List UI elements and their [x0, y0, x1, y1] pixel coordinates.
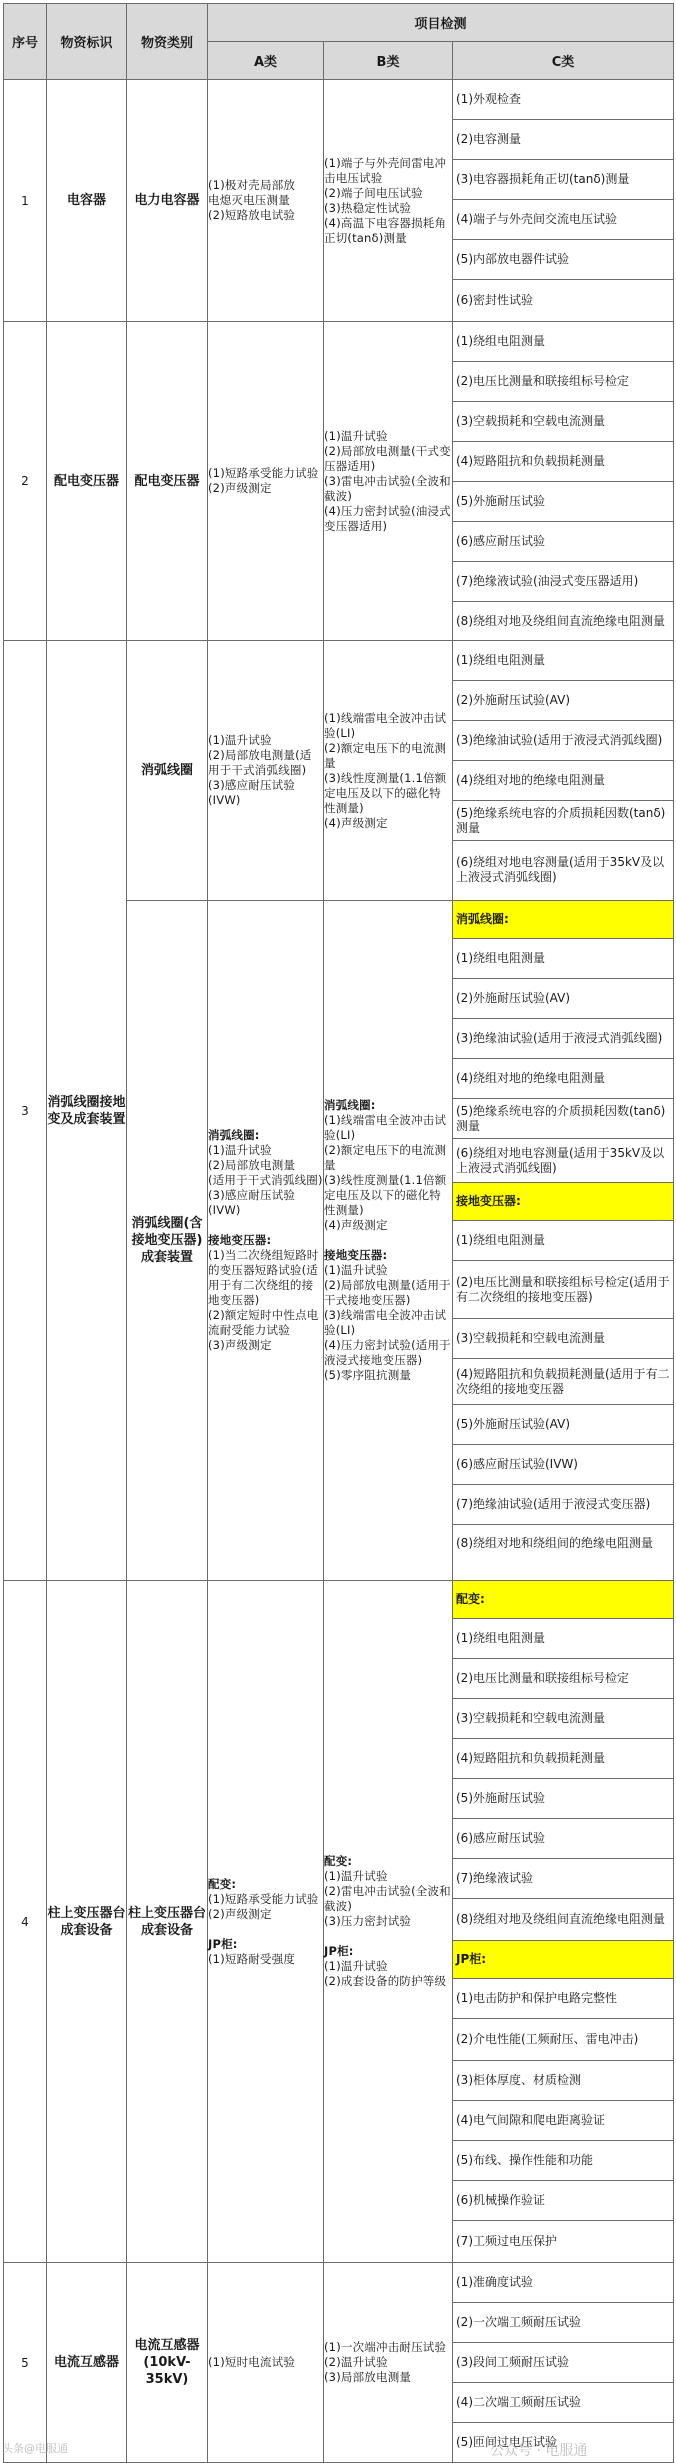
row-a-items: (1)温升试验 (2)局部放电测量(适用于干式消弧线圈) (3)感应耐压试验(IVW): [208, 641, 324, 901]
c-item: (1)绕组电阻测量: [453, 1221, 673, 1261]
row-category: 电力电容器: [127, 80, 208, 322]
section-head: JP柜:: [208, 1936, 238, 1951]
row-category: 柱上变压器台成套设备: [127, 1581, 208, 2263]
c-item: (2)外施耐压试验(AV): [453, 681, 673, 721]
c-item: (4)短路阻抗和负载损耗测量(适用于有二次绕组的接地变压器: [453, 1359, 673, 1405]
c-item: (8)绕组对地和绕组间的绝缘电阻测量: [456, 1535, 653, 1550]
row-c-items: [453, 901, 674, 1581]
c-item: (1)绕组电阻测量: [453, 939, 673, 979]
c-item: (5)外施耐压试验: [453, 1779, 673, 1819]
c-item: (2)一次端工频耐压试验: [453, 2303, 673, 2343]
c-item: (1)绕组电阻测量: [453, 1619, 673, 1659]
section-body: (1)短路耐受强度: [208, 1951, 296, 1966]
watermark-right: 公众号 · 电服通: [490, 2443, 588, 2459]
header-material-id: 物资标识: [47, 4, 127, 80]
row-seq: 2: [4, 322, 47, 641]
row-material-id: 电容器: [47, 80, 127, 322]
table-row: [4, 2263, 674, 2463]
c-section-head: 配变:: [453, 1581, 673, 1619]
header-c-class: C类: [453, 42, 674, 80]
table-row: [4, 80, 674, 322]
c-item: (1)外观检查: [453, 80, 673, 120]
section-body: (1)温升试验 (2)成套设备的防护等级: [324, 1959, 447, 1988]
c-item: (8)绕组对地及绕组间直流绝缘电阻测量: [453, 1899, 673, 1941]
row-a-items: [208, 901, 324, 1581]
section-body: (1)温升试验 (2)雷电冲击试验(全波和截波) (3)压力密封试验: [324, 1869, 451, 1928]
c-item: (7)绝缘液试验(油浸式变压器适用): [453, 562, 673, 602]
c-item: (2)外施耐压试验(AV): [453, 979, 673, 1019]
section-head: 接地变压器:: [324, 1248, 388, 1262]
section-body: (1)短路承受能力试验 (2)声级测定: [208, 1891, 319, 1921]
row-c-items: [453, 641, 674, 901]
section-body: (1)线端雷电全波冲击试验(LI) (2)额定电压下的电流测量 (3)线性度测量(1.1倍额定电压及以下的磁化特性测量) (4)声级测定: [324, 1113, 447, 1232]
c-item: (2)电压比测量和联接组标号检定(适用于有二次绕组的接地变压器): [453, 1261, 673, 1319]
row-a-items: (1)极对壳局部放 电熄灭电压测量 (2)短路放电试验: [208, 80, 324, 322]
row-c-items: [453, 322, 674, 641]
c-item: (1)绕组电阻测量: [453, 641, 673, 681]
row-seq: 5: [4, 2263, 47, 2463]
row-b-items: (1)一次端冲击耐压试验 (2)温升试验 (3)局部放电测量: [324, 2263, 453, 2463]
c-item: (5)绝缘系统电容的介质损耗因数(tanδ)测量: [453, 1099, 673, 1139]
c-item: (1)绕组电阻测量: [453, 322, 673, 362]
section-body: (1)温升试验 (2)局部放电测量(适用于干式接地变压器) (3)线端雷电全波冲击试验(LI) (4)压力密封试验(适用于液浸式接地变压器) (5)零序阻抗测量: [324, 1263, 451, 1382]
table-row: [4, 641, 674, 901]
watermark-left: 头条@电服通: [2, 2442, 68, 2455]
c-item: (6)感应耐压试验: [453, 522, 673, 562]
section-head: 接地变压器:: [208, 1233, 272, 1247]
row-seq: 1: [4, 80, 47, 322]
c-item: (2)电压比测量和联接组标号检定: [453, 362, 673, 402]
row-a-items: (1)短时电流试验: [208, 2263, 324, 2463]
c-item: (5)绝缘系统电容的介质损耗因数(tanδ)测量: [453, 801, 673, 841]
c-item: (5)外施耐压试验(AV): [453, 1405, 673, 1445]
c-item: (6)机械操作验证: [453, 2181, 673, 2221]
c-item: (2)电压比测量和联接组标号检定: [453, 1659, 673, 1699]
c-item: (3)空载损耗和空载电流测量: [453, 1699, 673, 1739]
c-item: (6)绕组对地电容测量(适用于35kV及以上液浸式消弧线圈): [453, 1139, 673, 1183]
section-head: 配变:: [324, 1854, 353, 1868]
c-item: (4)绕组对地的绝缘电阻测量: [453, 761, 673, 801]
c-item: (1)电击防护和保护电路完整性: [453, 1979, 673, 2019]
row-material-id: 电流互感器: [47, 2263, 127, 2463]
row-category: 配电变压器: [127, 322, 208, 641]
c-item: (2)介电性能(工频耐压、雷电冲击): [453, 2019, 673, 2061]
c-item: (8)绕组对地及绕组间直流绝缘电阻测量: [456, 613, 665, 628]
table-row: [4, 322, 674, 641]
row-category: 电流互感器(10kV-35kV): [127, 2263, 208, 2463]
row-seq: 3: [4, 641, 47, 1581]
row-b-items: (1)端子与外壳间雷电冲击电压试验 (2)端子间电压试验 (3)热稳定性试验 (4)高温下电容器损耗角正切(tanδ)测量: [324, 80, 453, 322]
section-head: 配变:: [208, 1876, 237, 1891]
row-material-id: 消弧线圈接地变及成套装置: [47, 641, 127, 1581]
header-seq: 序号: [4, 4, 47, 80]
c-item: (4)短路阻抗和负载损耗测量: [453, 442, 673, 482]
c-item: (3)空载损耗和空载电流测量: [453, 1319, 673, 1359]
row-b-items: [324, 901, 453, 1581]
c-item: (3)段间工频耐压试验: [453, 2343, 673, 2383]
inspection-table: [3, 3, 674, 2463]
row-category: 消弧线圈: [127, 641, 208, 901]
c-item: (7)绝缘液试验: [453, 1859, 673, 1899]
header-b-class: B类: [324, 42, 453, 80]
c-item: (5)匝间过电压试验: [456, 2434, 557, 2449]
c-item: (4)电气间隙和爬电距离验证: [453, 2101, 673, 2141]
c-section-head: 消弧线圈:: [453, 901, 673, 939]
row-c-items: [453, 2263, 674, 2463]
row-c-items: [453, 80, 674, 322]
header-inspection: 项目检测: [208, 4, 674, 42]
c-item: (4)短路阻抗和负载损耗测量: [453, 1739, 673, 1779]
c-item: (5)外施耐压试验: [453, 482, 673, 522]
c-item: (4)绕组对地的绝缘电阻测量: [453, 1059, 673, 1099]
c-item: (3)电容器损耗角正切(tanδ)测量: [453, 160, 673, 200]
row-b-items: (1)温升试验 (2)局部放电测量(干式变压器适用) (3)雷电冲击试验(全波和截波) (4)压力密封试验(油浸式变压器适用): [324, 322, 453, 641]
c-item: (6)密封性试验: [456, 292, 533, 307]
c-item: (2)电容测量: [453, 120, 673, 160]
row-a-items: [208, 1581, 324, 2263]
c-item: (4)端子与外壳间交流电压试验: [453, 200, 673, 240]
row-a-items: (1)短路承受能力试验 (2)声级测定: [208, 322, 324, 641]
section-head: 消弧线圈:: [208, 1128, 260, 1142]
row-c-items: [453, 1581, 674, 2263]
row-b-items: [324, 1581, 453, 2263]
c-item: (5)布线、操作性能和功能: [453, 2141, 673, 2181]
c-item: (3)空载损耗和空载电流测量: [453, 402, 673, 442]
c-item: (6)感应耐压试验(IVW): [453, 1445, 673, 1485]
section-body: (1)温升试验 (2)局部放电测量 (适用于干式消弧线圈) (3)感应耐压试验 (IVW): [208, 1143, 323, 1217]
c-item: (5)内部放电器件试验: [453, 240, 673, 280]
c-item: (1)准确度试验: [453, 2263, 673, 2303]
c-item: (6)绕组对地电容测量(适用于35kV及以上液浸式消弧线圈): [456, 855, 665, 884]
row-material-id: 配电变压器: [47, 322, 127, 641]
row-material-id: 柱上变压器台成套设备: [47, 1581, 127, 2263]
header-a-class: A类: [208, 42, 324, 80]
section-body: (1)当二次绕组短路时的变压器短路试验(适用于有二次绕组的接地变压器) (2)额定短时中性点电流耐受能力试验 (3)声级测定: [208, 1248, 319, 1352]
row-seq: 4: [4, 1581, 47, 2263]
c-item: (7)绝缘油试验(适用于液浸式变压器): [453, 1485, 673, 1525]
c-item: (3)柜体厚度、材质检测: [453, 2061, 673, 2101]
c-item: (7)工频过电压保护: [456, 2233, 557, 2248]
row-b-items: (1)线端雷电全波冲击试验(LI) (2)额定电压下的电流测量 (3)线性度测量(1.1倍额定电压及以下的磁化特性测量) (4)声级测定: [324, 641, 453, 901]
c-item: (6)感应耐压试验: [453, 1819, 673, 1859]
table-row: [4, 1581, 674, 2263]
row-category: 消弧线圈(含接地变压器)成套装置: [127, 901, 208, 1581]
c-item: (3)绝缘油试验(适用于液浸式消弧线圈): [453, 721, 673, 761]
c-section-head: JP柜:: [453, 1941, 673, 1979]
c-item: (3)绝缘油试验(适用于液浸式消弧线圈): [453, 1019, 673, 1059]
section-head: JP柜:: [324, 1944, 354, 1958]
c-item: (4)二次端工频耐压试验: [453, 2383, 673, 2423]
header-category: 物资类别: [127, 4, 208, 80]
c-section-head: 接地变压器:: [453, 1183, 673, 1221]
section-head: 消弧线圈:: [324, 1098, 376, 1112]
